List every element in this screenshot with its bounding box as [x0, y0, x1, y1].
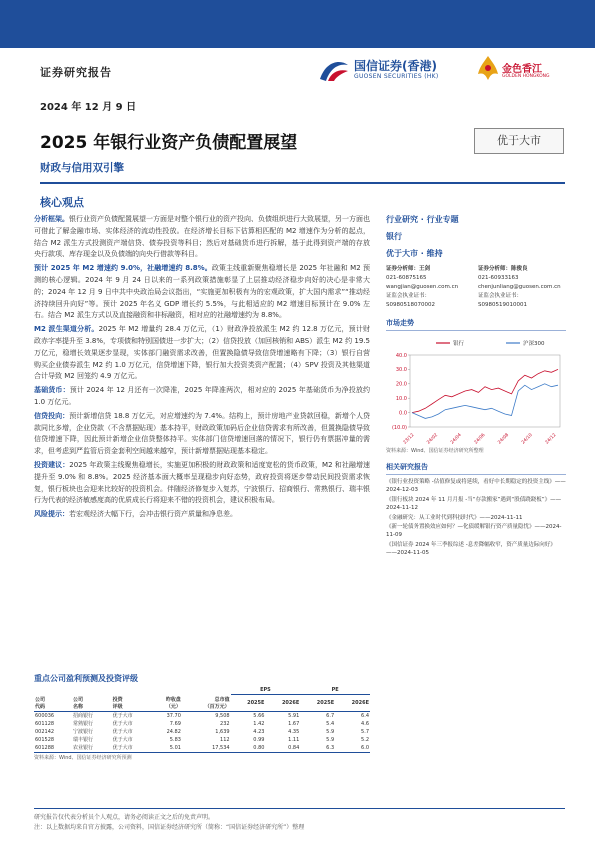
paragraph-risk: 风险提示：若宏观经济大幅下行，会冲击银行资产质量和净息差。	[34, 510, 237, 519]
table-header-cell: 公司 代码	[34, 695, 72, 712]
y-tick-label: 20.0	[395, 381, 407, 388]
table-row	[34, 720, 370, 728]
table-cell: 4.6	[361, 720, 369, 727]
footer-disclaimer: 研究报告仅代表分析员个人观点，请务必阅读正文之后的免责声明。	[34, 814, 215, 821]
y-tick-label: 30.0	[395, 367, 407, 374]
golden-hongkong-icon	[476, 54, 500, 82]
paragraph-m2-channels: M2 派生渠道分析。2025 年 M2 增量约 28.4 万亿元，（1）财政净投放派生 M2 约 12.8 万亿元，预计财政赤字率提升至 3.8%，专项债和特别国债进一步扩大；（2）信贷投放（加回核销和 ABS）派生 M2 约 19.5 万亿元，稳增长效果逐步显现，实体部门融资需求改善，但置换隐债导致信贷增速略有下降；（3）银行自营购买企业债券派生 M2 约 1.0 万亿元，信贷增速下降，银行加大投资类资产配置；（4）SPV 投资及其他渠道合计导致 M2 回笼约 4.9 万亿元。	[34, 325, 370, 381]
legend-label-0: 银行	[453, 341, 465, 347]
table-cell: 0.84	[265, 744, 300, 753]
y-tick-label: (10.0)	[391, 424, 407, 431]
related-item[interactable]: 《国信证券 2024 年三季报综述 -息差降幅收窄，资产质量边际向好》——2024-11-05	[386, 541, 556, 557]
table-row	[34, 744, 370, 753]
table-cell: 601528	[35, 736, 55, 743]
table-cell: 0.80	[231, 744, 266, 753]
title-divider	[40, 182, 565, 184]
x-tick-label: 24/04	[450, 432, 463, 445]
table-source: 资料来源：Wind、国信证券经济研究所预测	[34, 755, 132, 761]
table-cell: 0.99	[253, 736, 265, 743]
table-cell: 9,508	[215, 712, 230, 719]
rating-badge: 优于大市	[474, 128, 564, 154]
golden-hongkong-en: GOLDEN HONGKONG	[502, 74, 550, 79]
table-header-cell: 2025E	[300, 695, 335, 712]
table-header-cell: 2025E	[231, 695, 266, 712]
x-tick-label: 23/12	[402, 432, 416, 445]
table-cell: 5.66	[253, 712, 265, 719]
sidebar-industry: 银行	[386, 232, 402, 241]
paragraph-m2-forecast: 预计 2025 年 M2 增速约 9.0%，社融增速约 8.8%。政策主线重新聚焦稳增长是 2025 年社融和 M2 预测的核心逻辑。2024 年 9 月 24 日以来的一系列政策措施彰显了上层推动经济稳步向好的决心是非常大的；2024 年 12 月 9 日中共中央政治局会议指出，“实施更加积极有为的宏观政策，扩大国内需求”“推动经济持续回升向好”等。预计 2025 年名义 GDP 增长约 5.5%，与此相适应的 M2 增速目标预计在 9.0% 左右。结合 M2 派生方式以及直接融资和非标融资，相对应的社融增速约为 8.8%。	[34, 264, 370, 320]
guosen-logo	[318, 55, 468, 85]
table-cell: 601288	[34, 744, 72, 753]
table-cell: 优于大市	[112, 721, 133, 727]
table-row	[34, 711, 370, 720]
table-cell: 6.4	[361, 712, 369, 719]
table-cell: 112	[220, 736, 230, 743]
report-type-label: 证券研究报告	[40, 66, 112, 79]
table-header-cell: 总市值 （百万元）	[182, 695, 231, 712]
table-cell: 600036	[35, 712, 55, 719]
table-cell: 601128	[35, 720, 55, 727]
forecast-table-heading: 重点公司盈利预测及投资评级	[34, 674, 138, 683]
table-cell: 24.82	[166, 728, 181, 735]
pe-group-header: PE	[300, 686, 370, 695]
table-cell: 1.11	[288, 736, 300, 743]
analyst-list	[386, 265, 566, 310]
table-cell: 5.01	[151, 744, 182, 753]
table-cell: 优于大市	[112, 729, 133, 735]
table-header-cell: 投资 评级	[112, 695, 152, 712]
eps-group-header: EPS	[231, 686, 301, 695]
table-header-cell: 2026E	[335, 695, 370, 712]
y-tick-label: 10.0	[395, 396, 407, 402]
footer-note: 注：以上数据均来自官方披露，公司资料，国信证券经济研究所（简称：“国信证券经济研究所”）整理	[34, 824, 305, 831]
analyst-email[interactable]: chenjunliang@guosen.com.cn	[478, 284, 561, 290]
table-cell: 瑞丰银行	[72, 737, 93, 743]
paragraph-base-money: 基础货币：预计 2024 年 12 月还有一次降准，2025 年降准两次，相对应的 2025 年基础货币为净投放约 1.0 万亿元。	[34, 386, 371, 406]
table-cell: 5.9	[326, 728, 335, 735]
forecast-table	[34, 686, 370, 753]
table-cell: 5.2	[361, 736, 369, 743]
paragraph-investment: 投资建议：2025 年政策主线聚焦稳增长，实施更加积极的财政政策和适度宽松的货币政策，M2 和社融增速提升至 9.0% 和 8.8%。2025 经济基本面大概率呈现稳步向好态势，政府投资将逐步带动民间投资需求恢复，银行板块也会迎来比较好的投资机会。伴随经济修复步入复苏，宁波银行、招商银行、常熟银行、瑞丰银行为代表的经济敏感度高的优质成长行将迎来不错的投资机会，建议积极布局。	[34, 460, 371, 505]
y-tick-label: 40.0	[395, 352, 407, 359]
chart-source: 资料来源：Wind、国信证券经济研究所整理	[386, 448, 484, 454]
table-cell: 1,639	[215, 728, 230, 735]
series-line-0	[412, 369, 558, 412]
table-cell: 6.0	[335, 744, 370, 753]
table-cell: 4.35	[288, 728, 300, 735]
report-subtitle: 财政与信用双引擎	[40, 162, 124, 174]
x-tick-label: 24/12	[544, 432, 558, 445]
table-cell: 4.23	[253, 728, 265, 735]
legend-label-1: 沪深300	[523, 341, 545, 347]
y-tick-label: 0.0	[399, 410, 407, 417]
related-list	[386, 478, 566, 558]
guosen-logo-cn: 国信证券(香港)	[354, 59, 437, 73]
report-date: 2024 年 12 月 9 日	[40, 102, 137, 113]
footer-divider	[34, 808, 565, 809]
golden-hongkong-cn: 金色香江	[502, 64, 542, 75]
table-cell: 优于大市	[112, 744, 152, 753]
guosen-logo-en: GUOSEN SECURITIES (HK)	[354, 73, 439, 80]
related-item[interactable]: 《银行业投资策略 -估值修复或将延续，看好中长期稳定的投资主线》——2024-12-03	[386, 479, 566, 494]
related-heading: 相关研究报告	[386, 462, 566, 475]
x-tick-label: 24/02	[426, 432, 440, 445]
table-cell: 5.7	[361, 728, 369, 735]
table-row	[34, 728, 370, 736]
sidebar-rating: 优于大市 · 维持	[386, 249, 443, 258]
core-heading: 核心观点	[40, 196, 84, 209]
paragraph-credit: 信贷投向：预计新增信贷 18.8 万亿元，对应增速约为 7.4%。结构上，预计房地产业贷款回稳，新增个人贷款同比多增，企业贷款（不含票据贴现）基本持平，财政政策加码后企业信贷需求有所改善，但置换隐债导致信贷增速下降，因此预计新增企业信贷整体持平。实体部门信贷增速回落的情况下，银行仍有票据冲量的需求，但考虑到严监管后资金套利空间越来越窄，预计新增票据贴现基本稳定。	[34, 411, 370, 456]
table-cell: 6.7	[326, 712, 335, 719]
sidebar-category: 行业研究 · 行业专题	[386, 215, 459, 224]
paragraph-framework: 分析框架。银行业资产负债配置展望一方面是对整个银行业的资产投向、负债组织进行大致展望，另一方面也可借此了解金融市场、实体经济的流动性投放。在经济增长目标下估算相匹配的 M2 增速作为分析的起点，结合 M2 派生方式投测资产端信贷、债券投资等科目；然后对基础货币进行拆解，基于此得到资产端的存放央行款项、库存现金以及负债端的向央行借款等科目。	[34, 215, 370, 259]
core-body	[34, 214, 370, 523]
table-cell: 1.67	[288, 720, 300, 727]
related-item[interactable]: 《金融研究：从工业时代到科技时代》——2024-11-11	[386, 514, 523, 521]
report-title: 2025 年银行业资产负债配置展望	[40, 133, 298, 153]
market-trend-svg	[386, 335, 566, 445]
table-cell: 5.83	[169, 736, 181, 743]
table-cell: 37.70	[166, 712, 181, 719]
table-cell: 232	[220, 720, 230, 727]
x-tick-label: 24/08	[497, 432, 511, 445]
related-item[interactable]: 《新一轮债务置换效应如何？—化债缓解银行资产质量隐忧》——2024-11-09	[386, 524, 562, 539]
table-cell: 5.9	[326, 736, 335, 743]
sidebar	[386, 214, 566, 559]
table-cell: 17,534	[182, 744, 231, 753]
table-cell: 1.42	[253, 720, 265, 727]
table-cell: 宁波银行	[72, 729, 93, 735]
analyst-email[interactable]: wangjian@guosen.com.cn	[386, 284, 459, 290]
footer	[34, 813, 565, 833]
table-cell: 5.91	[288, 712, 300, 719]
guosen-logo-icon	[318, 57, 350, 83]
series-line-1	[412, 384, 558, 419]
table-header-cell: 2026E	[265, 695, 300, 712]
table-cell: 招商银行	[72, 713, 93, 719]
table-header-cell: 昨收盘 （元）	[151, 695, 182, 712]
table-cell: 7.69	[169, 720, 181, 727]
related-item[interactable]: 《银行板块 2024 年 11 月月报 -当“存款搬家”遇到“股债跷跷板”》——2024-11-12	[386, 496, 562, 512]
table-header-cell: 公司 名称	[72, 695, 112, 712]
table-cell: 5.4	[326, 720, 335, 727]
table-row	[34, 736, 370, 744]
golden-hongkong-logo	[476, 52, 556, 86]
table-cell: 常熟银行	[72, 721, 93, 727]
top-banner	[0, 0, 595, 48]
table-cell: 6.3	[300, 744, 335, 753]
market-trend-chart	[386, 335, 566, 445]
table-cell: 农业银行	[72, 744, 112, 753]
analyst-card: 证券分析师：王剑 021-60875165 wangjian@guosen.com.cn 证监会执业证书：S0980518070002	[386, 265, 474, 310]
market-trend-heading: 市场走势	[386, 318, 566, 331]
x-tick-label: 24/06	[473, 432, 487, 445]
table-cell: 002142	[35, 728, 55, 735]
table-cell: 优于大市	[112, 713, 133, 719]
table-cell: 优于大市	[112, 737, 133, 743]
analyst-card: 证券分析师：陈俊良 021-60933163 chenjunliang@guosen.com.cn 证监会执业证书：S0980519010001	[478, 265, 566, 310]
x-tick-label: 24/10	[521, 432, 534, 445]
